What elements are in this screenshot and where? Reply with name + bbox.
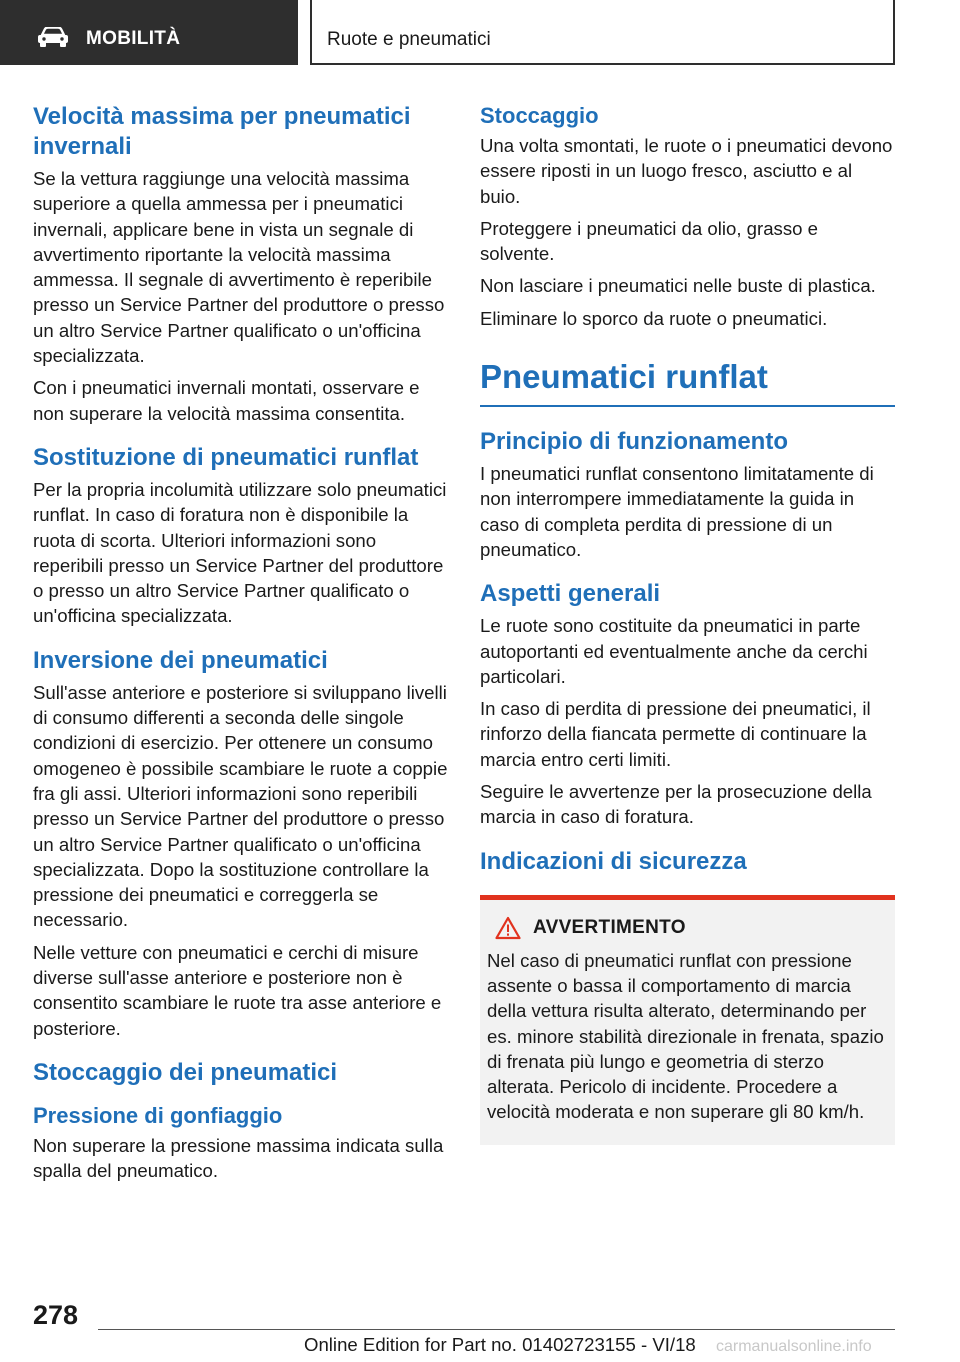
paragraph: Seguire le avvertenze per la prosecuzione della marcia in caso di foratura. (480, 781, 872, 828)
subheading-inflation-pressure: Pressione di gonfiaggio (33, 1102, 283, 1128)
heading-tyre-storage: Stoccaggio dei pneumatici (33, 1058, 338, 1086)
warning-box (480, 895, 895, 1145)
warning-label: AVVERTIMENTO (533, 916, 686, 938)
section-tab[interactable] (0, 0, 298, 65)
paragraph: Per la propria incolumità utilizzare solo pneumatici runflat. In caso di foratura non è disponibile la ruota di scorta. Ulteriori informazioni sono reperibili presso un Service Partner del produttore o presso un altro Service Partner qualificato o un'officina specializzata. (33, 478, 447, 627)
paragraph: Sull'asse anteriore e posteriore si sviluppano livelli di consumo differenti a seconda delle singole condizioni di esercizio. Per ottenere un consumo omogeneo è possibile scambiare le ruote a coppie fra gli assi. Ulteriori informazioni sono reperibili presso un Service Partner del produttore o presso un altro Service Partner qualificato o un'officina specializzata. Dopo la sostituzione controllare la pressione dei pneumatici e correggerla se necessario. (33, 681, 448, 931)
section-tab-label: MOBILITÀ (86, 28, 181, 49)
paragraph: In caso di perdita di pressione dei pneumatici, il rinforzo della fiancata permette di continuare la marcia entro certi limiti. (480, 698, 871, 770)
paragraph: Proteggere i pneumatici da olio, grasso e solvente. (480, 217, 818, 265)
heading-runflat-replacement: Sostituzione di pneumatici runflat (33, 443, 419, 471)
left-column (33, 102, 449, 1191)
paragraph: Se la vettura raggiunge una velocità massima superiore a quella ammessa per i pneumatici invernali, applicare bene in vista un segnale di avvertimento riportante la velocità massima ammessa. Il segnale di avvertimento è reperibile presso un Service Partner del produttore o presso un altro Service Partner qualificato o un'officina specializzata. (33, 168, 445, 367)
warning-triangle-icon (495, 916, 521, 940)
footer-edition: Online Edition for Part no. 01402723155 - VI/18 (304, 1334, 696, 1355)
footer-watermark: carmanualsonline.info (716, 1338, 872, 1355)
car-icon (36, 27, 70, 47)
chapter-header (310, 0, 895, 65)
subheading-storage: Stoccaggio (480, 103, 599, 128)
paragraph: I pneumatici runflat consentono limitatamente di non interrompere immediatamente la guida in caso di completa perdita di pressione di un pneumatico. (480, 463, 874, 560)
paragraph: Una volta smontati, le ruote o i pneumatici devono essere riposti in un luogo fresco, asciutto e al buio. (480, 135, 893, 207)
paragraph: Eliminare lo sporco da ruote o pneumatici. (480, 307, 828, 329)
paragraph: Con i pneumatici invernali montati, osservare e non superare la velocità massima consentita. (33, 377, 420, 424)
paragraph: Le ruote sono costituite da pneumatici in parte autoportanti ed eventualmente anche da cerchi particolari. (480, 615, 868, 687)
chapter-title: Ruote e pneumatici (327, 29, 491, 50)
paragraph: Nelle vetture con pneumatici e cerchi di misure diverse sull'asse anteriore e posteriore non è consentito scambiare le ruote tra asse anteriore e posteriore. (33, 941, 442, 1039)
heading-tyre-rotation: Inversione dei pneumatici (33, 646, 328, 674)
heading-general-aspects: Aspetti generali (480, 580, 661, 608)
right-column (480, 102, 895, 1145)
heading-winter-tyre-speed: Velocità massima per pneumatici invernali (33, 103, 411, 160)
chapter-heading-runflat: Pneumatici runflat (480, 355, 895, 407)
footer-divider (98, 1329, 895, 1330)
warning-text: Nel caso di pneumatici runflat con pressione assente o bassa il comportamento di marcia della vettura risulta alterato, determinando per es. minore stabilità direzionale in frenata, spazio di frenata più lungo e geometria di sterzo alterata. Pericolo di incidente. Procedere a velocità moderata e non superare gli 80 km/h. (487, 949, 884, 1123)
warning-header (487, 914, 887, 942)
heading-operating-principle: Principio di funzionamento (480, 428, 788, 456)
heading-safety-notes: Indicazioni di sicurezza (480, 847, 747, 875)
page-number: 278 (33, 1300, 79, 1330)
paragraph: Non superare la pressione massima indicata sulla spalla del pneumatico. (33, 1134, 444, 1182)
paragraph: Non lasciare i pneumatici nelle buste di plastica. (480, 275, 876, 297)
